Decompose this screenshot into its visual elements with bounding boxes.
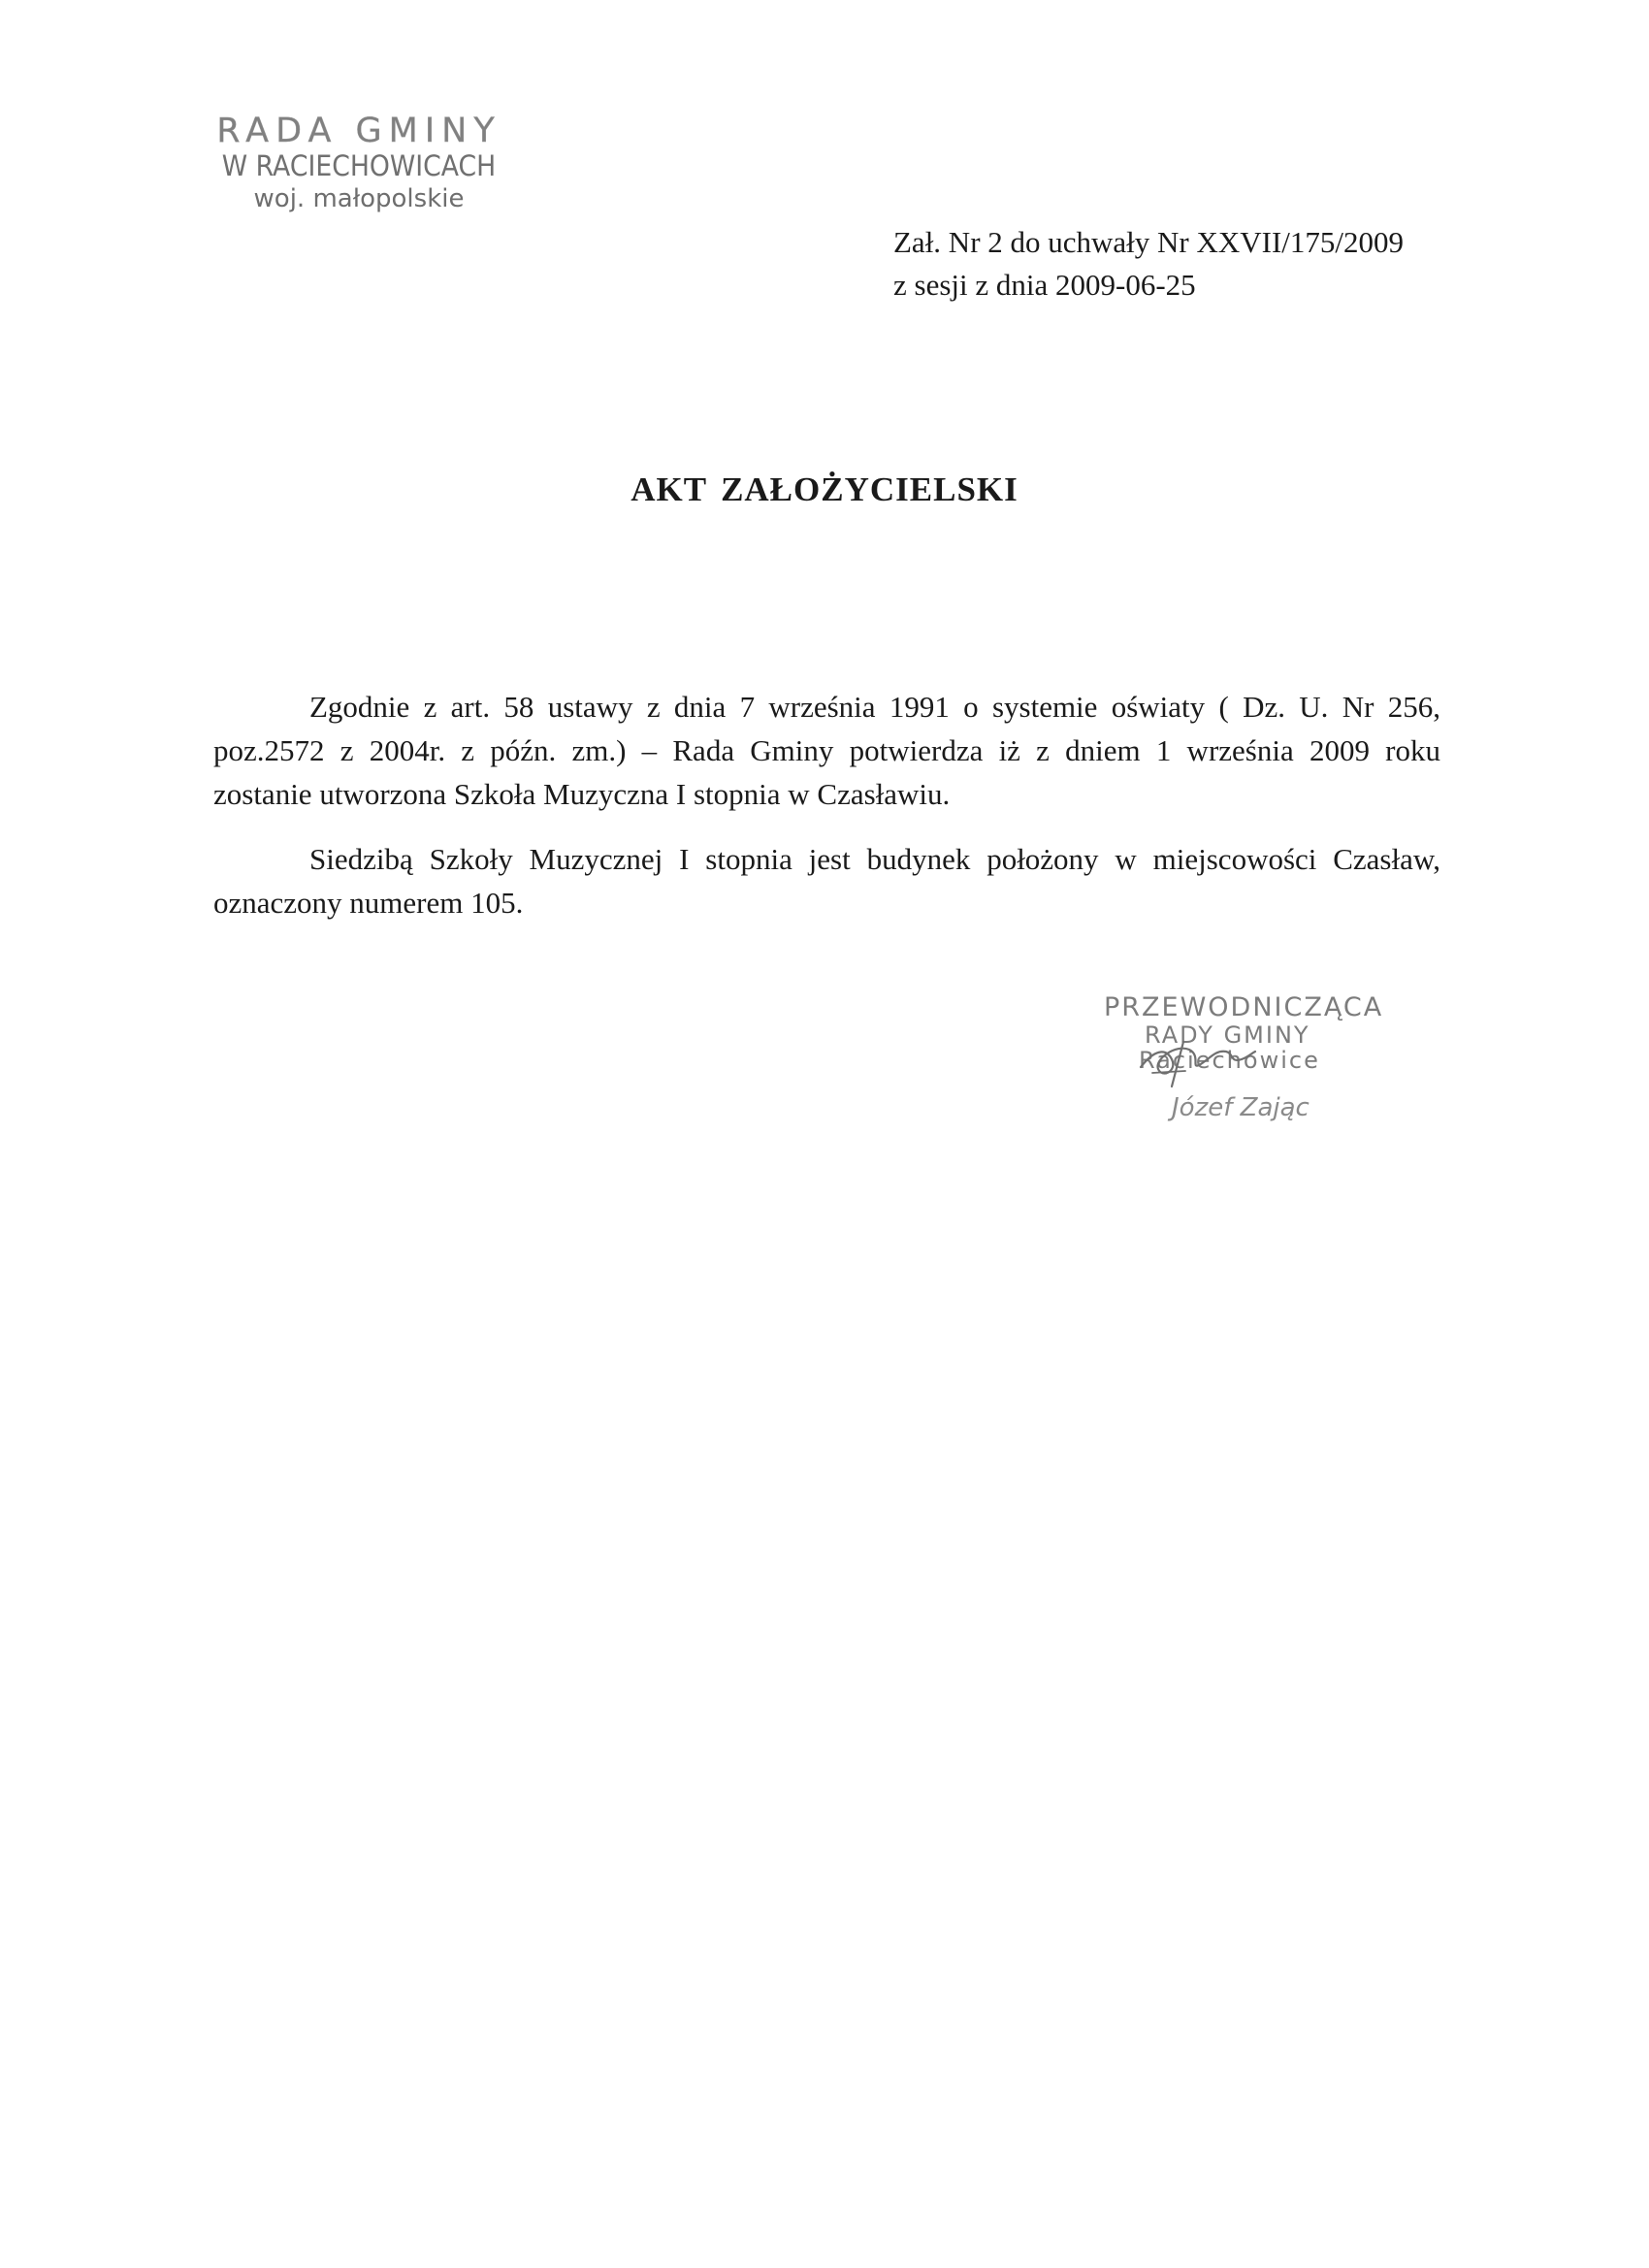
handwritten-signature bbox=[1133, 1030, 1259, 1088]
paragraph-2-line-1: Siedzibą Szkoły Muzycznej I stopnia jest budynek położony w miejscowości Czasław, bbox=[309, 842, 1440, 876]
chairperson-stamp-line-1: PRZEWODNICZĄCA bbox=[1104, 992, 1384, 1022]
council-stamp bbox=[199, 114, 519, 211]
paragraph-founding bbox=[213, 685, 1440, 816]
title-word-2: ZAŁOŻYCIELSKI bbox=[721, 470, 1018, 508]
council-stamp-line-3: woj. małopolskie bbox=[253, 184, 465, 213]
paragraph-1-line-2: poz.2572 z 2004r. z późn. zm.) – Rada Gminy potwierdza iż z dniem 1 września 2009 roku bbox=[213, 733, 1440, 767]
paragraph-seat bbox=[213, 837, 1440, 924]
title-word-1: AKT bbox=[630, 470, 708, 508]
council-stamp-line-1: RADA GMINY bbox=[216, 112, 501, 150]
reference-line-2: z sesji z dnia 2009-06-25 bbox=[893, 268, 1196, 302]
chairperson-name: Józef Zając bbox=[1172, 1093, 1310, 1122]
paragraph-1-line-1: Zgodnie z art. 58 ustawy z dnia 7 września 1991 o systemie oświaty ( Dz. U. Nr 256, bbox=[309, 690, 1440, 724]
council-stamp-line-2: W RACIECHOWICACH bbox=[221, 149, 497, 182]
paragraph-2-line-2: oznaczony numerem 105. bbox=[213, 886, 524, 920]
resolution-reference bbox=[893, 221, 1404, 307]
chairperson-stamp-line-3: Raciechowice bbox=[1139, 1047, 1320, 1074]
document-title bbox=[0, 470, 1649, 509]
paragraph-1-line-3: zostanie utworzona Szkoła Muzyczna I stopnia w Czasławiu. bbox=[213, 777, 951, 811]
reference-line-1: Zał. Nr 2 do uchwały Nr XXVII/175/2009 bbox=[893, 225, 1405, 259]
chairperson-stamp-line-2: RADY GMINY bbox=[1145, 1021, 1310, 1049]
